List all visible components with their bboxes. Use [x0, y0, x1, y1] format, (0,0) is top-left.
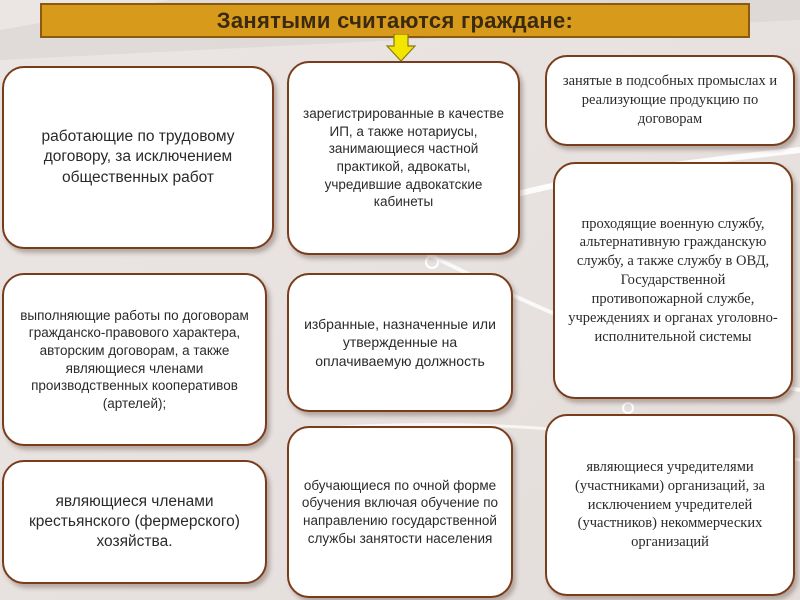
box-military-text: проходящие военную службу, альтернативную гражданскую службу, а также службу в ОВД, Государственной противопожарной службе, учреждениях и органах уголовно-исполнительной системы [568, 215, 778, 345]
box-founders-text: являющиеся учредителями (участниками) организаций, за исключением учредителей (участников) некоммерческих организаций [574, 458, 765, 551]
box-subsidiary-trades-text: занятые в подсобных промыслах и реализующие продукцию по договорам [562, 73, 778, 127]
box-elected [287, 273, 513, 412]
box-farm-members-text: являющиеся членами крестьянского (фермерского) хозяйства. [29, 492, 240, 551]
box-labor-contract [2, 66, 274, 249]
box-subsidiary-trades [545, 55, 795, 146]
box-students-text: обучающиеся по очной форме обучения включая обучение по направлению государственной службы занятости населения [301, 477, 499, 546]
box-civil-contracts-text: выполняющие работы по договорам гражданско-правового характера, авторским договорам, а также являющиеся членами производственных кооперативов (артелей); [20, 307, 249, 411]
page-title: Занятыми считаются граждане: [40, 3, 750, 38]
down-arrow-icon [386, 34, 416, 62]
box-registered-ip-text: зарегистрированные в качестве ИП, а также нотариусы, занимающиеся частной практикой, адвокаты, учредившие адвокатские кабинеты [303, 106, 504, 210]
box-elected-text: избранные, назначенные или утвержденные на оплачиваемую должность [304, 316, 496, 369]
box-farm-members [2, 460, 267, 584]
box-students [287, 426, 513, 598]
box-labor-contract-text: работающие по трудовому договору, за исключением общественных работ [41, 128, 235, 186]
box-civil-contracts [2, 273, 267, 446]
box-registered-ip [287, 61, 520, 255]
box-founders [545, 414, 795, 596]
box-military [553, 162, 793, 399]
